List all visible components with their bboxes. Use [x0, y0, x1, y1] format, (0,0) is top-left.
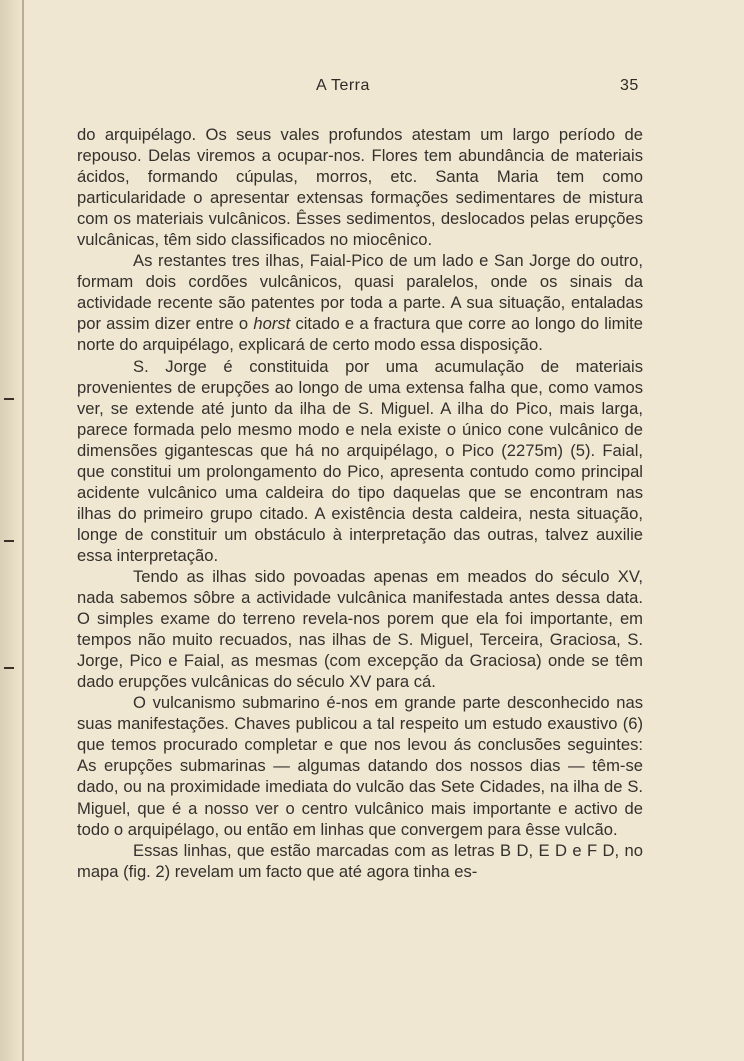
paragraph-4: Tendo as ilhas sido povoadas apenas em meados do século XV, nada sabemos sôbre a actividade vulcânica manifestada antes dessa data. O simples exame do terreno revela-nos porem que ela foi importante, em tempos não muito recuados, nas ilhas de S. Miguel, Terceira, Graciosa, S. Jorge, Pico e Faial, as mesmas (com excepção da Graciosa) onde se têm dado erupções vulcânicas do século XV para cá. [77, 566, 643, 692]
paragraph-6: Essas linhas, que estão marcadas com as letras B D, E D e F D, no mapa (fig. 2) revelam um facto que até agora tinha es- [77, 840, 643, 881]
page-number: 35 [620, 77, 639, 94]
edge-mark [4, 667, 14, 669]
binding-edge [22, 0, 24, 1061]
edge-mark [4, 540, 14, 542]
paragraph-2-part-2: citado e a fractura que corre ao longo do limite norte do arquipélago, explicará de certo modo essa disposição. [77, 314, 644, 355]
italic-term: horst [253, 314, 291, 334]
body-text [77, 124, 643, 882]
paragraph-2 [77, 250, 643, 355]
paragraph-5: O vulcanismo submarino é-nos em grande parte desconhecido nas suas manifestações. Chaves publicou a tal respeito um estudo exaustivo (6) que temos procurado completar e que nos levou ás conclusões seguintes: As erupções submarinas — algumas datando dos nossos dias — têm-se dado, ou na proximidade imediata do vulcão das Sete Cidades, na ilha de S. Miguel, que é a nosso ver o centro vulcânico mais importante e activo de todo o arquipélago, ou então em linhas que convergem para êsse vulcão. [77, 693, 643, 839]
binding-shadow [0, 0, 24, 1061]
running-title: A Terra [316, 77, 370, 94]
paragraph-3: S. Jorge é constituida por uma acumulação de materiais provenientes de erupções ao longo de uma extensa falha que, como vamos ver, se extende até junto da ilha de S. Miguel. A ilha do Pico, mais larga, parece formada pelo mesmo modo e nela existe o único cone vulcânico de dimensões gigantescas que há no arquipélago, o Pico (2275m) (5). Faial, que constitui um prolongamento do Pico, apresenta contudo como principal acidente vulcânico uma caldeira do tipo daquelas que se encontram nas ilhas do primeiro grupo citado. A existência desta caldeira, nesta situação, longe de constituir um obstáculo à interpretação das outras, talvez auxilie essa interpretação. [77, 356, 643, 565]
paragraph-2-part-1: As restantes tres ilhas, Faial-Pico de um lado e San Jorge do outro, formam dois cordões vulcânicos, quasi paralelos, onde os sinais da actividade recente são patentes por toda a parte. A sua situação, entaladas por assim dizer entre o [77, 251, 643, 334]
paragraph-1: do arquipélago. Os seus vales profundos atestam um largo período de repouso. Delas viremos a ocupar-nos. Flores tem abundância de materiais ácidos, formando cúpulas, morros, etc. Santa Maria tem como particularidade o apresentar extensas formações sedimentares de mistura com os materiais vulcânicos. Êsses sedimentos, deslocados pelas erupções vulcânicas, têm sido classificados no miocênico. [77, 125, 643, 250]
edge-mark [4, 398, 14, 400]
